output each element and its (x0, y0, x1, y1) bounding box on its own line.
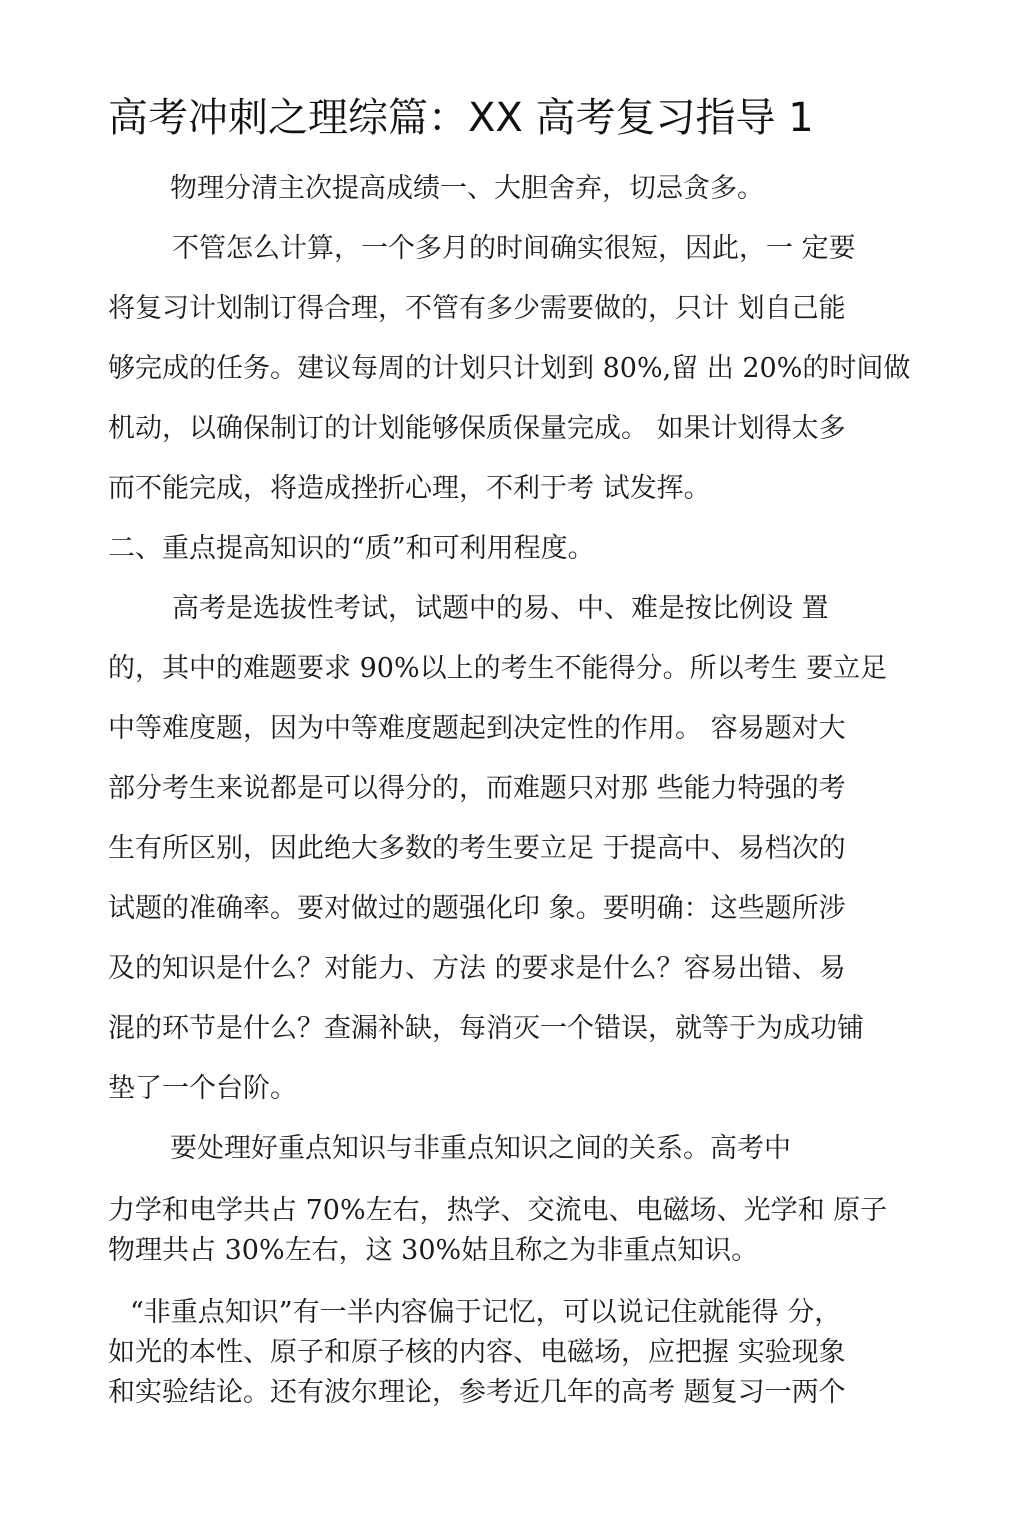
text-line: 而不能完成，将造成挫折心理，不利于考 试发挥。 (108, 473, 711, 504)
text-line: 高考是选拔性考试，试题中的易、中、难是按比例设 置 (172, 593, 829, 624)
section-heading: 二、重点提高知识的“质”和可利用程度。 (108, 533, 595, 564)
text-line: 生有所区别，因此绝大多数的考生要立足 于提高中、易档次的 (108, 833, 846, 864)
text-line: “非重点知识”有一半内容偏于记忆，可以说记住就能得 分， (130, 1297, 842, 1328)
text-line: 垫了一个台阶。 (108, 1073, 297, 1104)
text-line: 物理共占 30%左右，这 30%姑且称之为非重点知识。 (108, 1235, 759, 1266)
text-line: 和实验结论。还有波尔理论，参考近几年的高考 题复习一两个 (108, 1377, 846, 1408)
text-line: 及的知识是什么？对能力、方法 的要求是什么？容易出错、易 (108, 953, 846, 984)
text-line: 物理分清主次提高成绩一、大胆舍弃，切忌贪多。 (170, 173, 764, 204)
text-line: 中等难度题，因为中等难度题起到决定性的作用。 容易题对大 (108, 713, 846, 744)
text-line: 将复习计划制订得合理，不管有多少需要做的，只计 划自己能 (108, 293, 846, 324)
document-title: 高考冲刺之理综篇：XX 高考复习指导 1 (108, 95, 814, 141)
text-line: 够完成的任务。建议每周的计划只计划到 80%,留 出 20%的时间做 (108, 353, 911, 384)
text-line: 机动，以确保制订的计划能够保质保量完成。 如果计划得太多 (108, 413, 846, 444)
text-line: 要处理好重点知识与非重点知识之间的关系。高考中 (170, 1133, 791, 1164)
text-line: 的，其中的难题要求 90%以上的考生不能得分。所以考生 要立足 (108, 653, 888, 684)
text-line: 试题的准确率。要对做过的题强化印 象。要明确：这些题所涉 (108, 893, 846, 924)
text-line: 如光的本性、原子和原子核的内容、电磁场，应把握 实验现象 (108, 1337, 846, 1368)
text-line: 不管怎么计算，一个多月的时间确实很短，因此，一 定要 (172, 233, 856, 264)
text-line: 混的环节是什么？查漏补缺，每消灭一个错误，就等于为成功铺 (108, 1013, 864, 1044)
text-line: 力学和电学共占 70%左右，热学、交流电、电磁场、光学和 原子 (108, 1195, 888, 1226)
text-line: 部分考生来说都是可以得分的，而难题只对那 些能力特强的考 (108, 773, 846, 804)
